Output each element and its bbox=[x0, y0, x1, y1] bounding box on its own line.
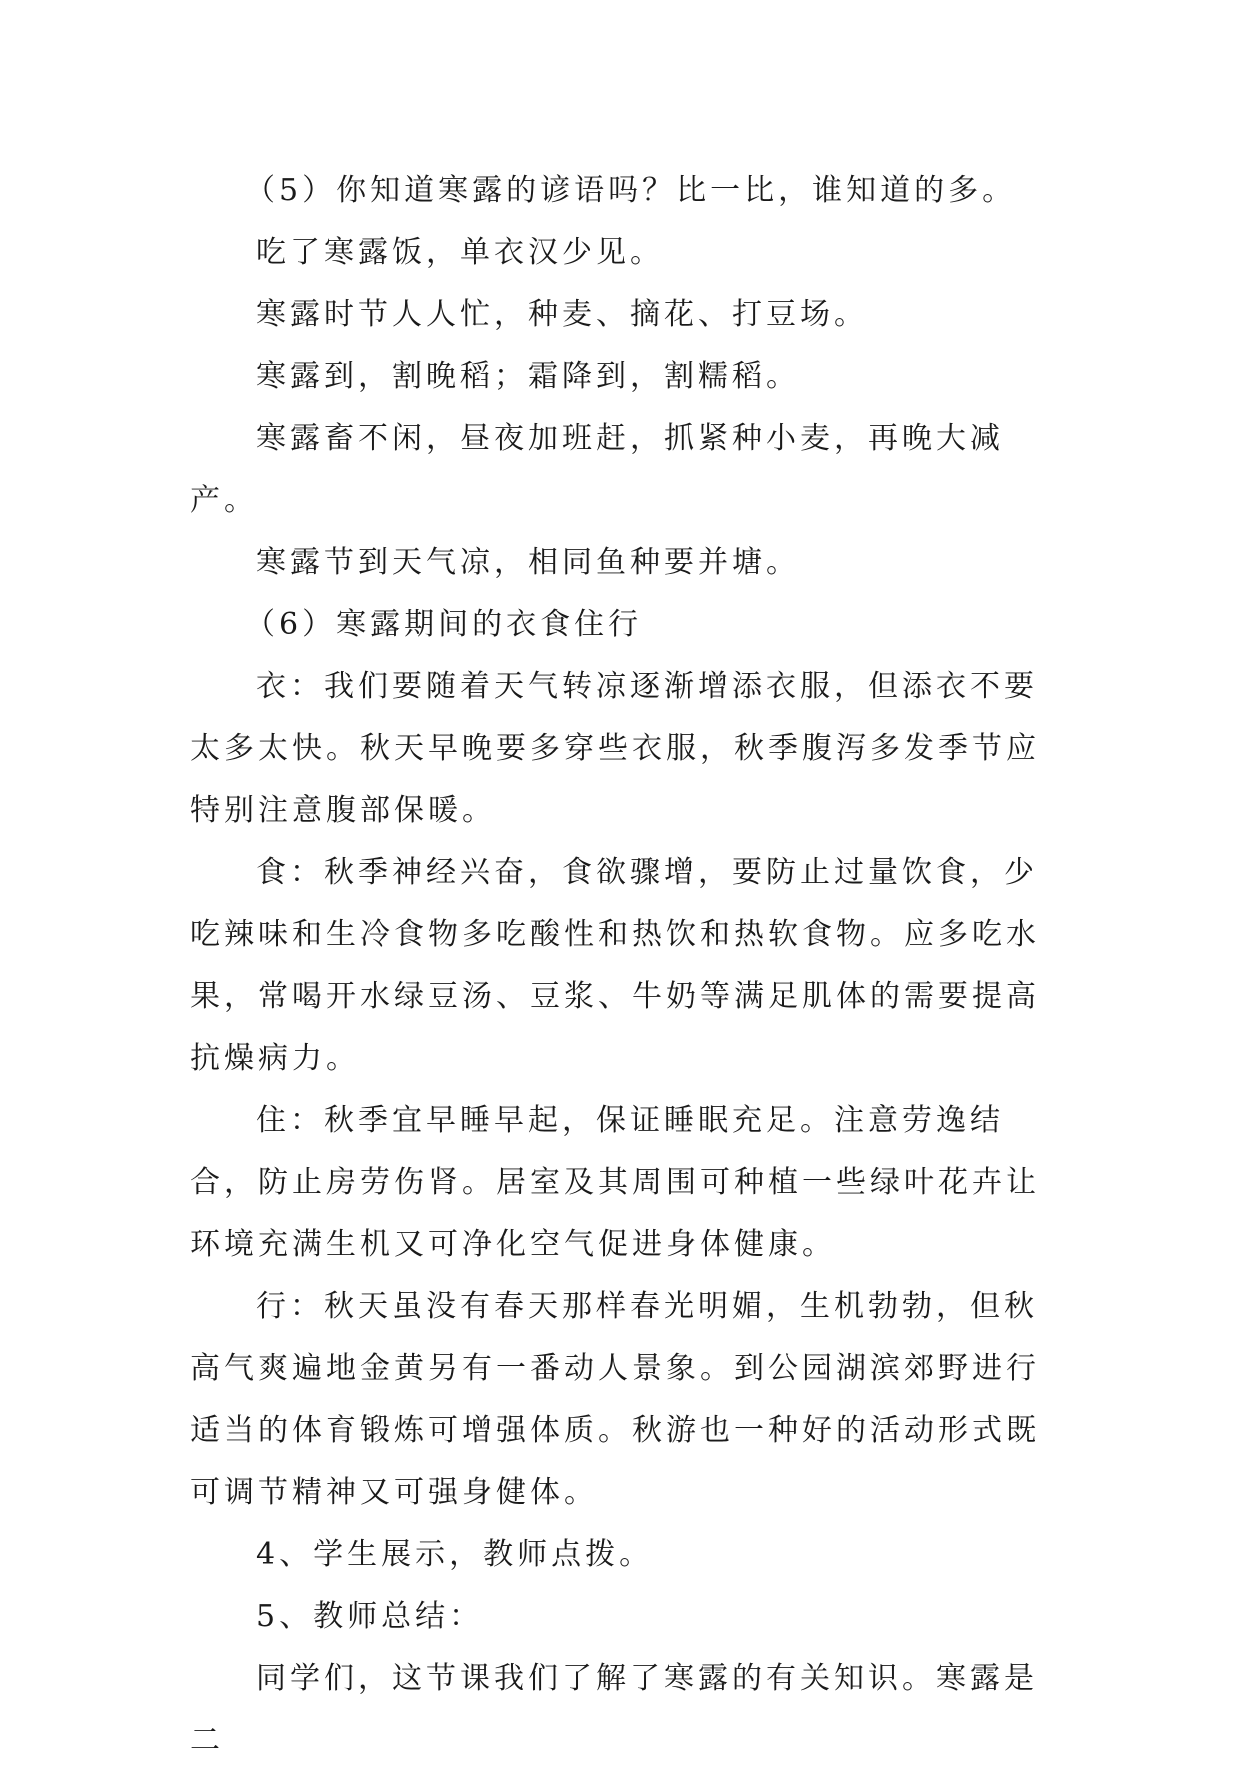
food-paragraph: 食：秋季神经兴奋，食欲骤增，要防止过量饮食，少吃辣味和生冷食物多吃酸性和热饮和热软食物。应多吃水果，常喝开水绿豆汤、豆浆、牛奶等满足肌体的需要提高抗燥病力。 bbox=[190, 855, 1040, 1076]
proverb-line: 寒露到，割晚稻；霜降到，割糯稻。 bbox=[256, 359, 800, 394]
step-5-line: 5、教师总结： bbox=[256, 1599, 484, 1634]
proverb-line: 寒露畜不闲，昼夜加班赶，抓紧种小麦，再晚大减产。 bbox=[190, 421, 1004, 518]
summary-paragraph: 同学们，这节课我们了解了寒露的有关知识。寒露是二 bbox=[190, 1661, 1038, 1758]
proverb-line: 吃了寒露饭，单衣汉少见。 bbox=[256, 235, 664, 270]
travel-paragraph: 行：秋天虽没有春天那样春光明媚，生机勃勃，但秋高气爽遍地金黄另有一番动人景象。到公园湖滨郊野进行适当的体育锻炼可增强体质。秋游也一种好的活动形式既可调节精神又可强身健体。 bbox=[190, 1289, 1040, 1510]
clothing-paragraph: 衣：我们要随着天气转凉逐渐增添衣服，但添衣不要太多太快。秋天早晚要多穿些衣服，秋季腹泻多发季节应特别注意腹部保暖。 bbox=[190, 669, 1040, 828]
question-6-heading: （6）寒露期间的衣食住行 bbox=[245, 607, 643, 642]
housing-paragraph: 住：秋季宜早睡早起，保证睡眠充足。注意劳逸结合，防止房劳伤肾。居室及其周围可种植一些绿叶花卉让环境充满生机又可净化空气促进身体健康。 bbox=[190, 1103, 1040, 1262]
step-4-line: 4、学生展示，教师点拨。 bbox=[256, 1537, 654, 1572]
proverb-line: 寒露时节人人忙，种麦、摘花、打豆场。 bbox=[256, 297, 868, 332]
document-body bbox=[190, 160, 1070, 1772]
proverb-line: 寒露节到天气凉，相同鱼种要并塘。 bbox=[256, 545, 800, 580]
question-5-heading: （5）你知道寒露的谚语吗？比一比，谁知道的多。 bbox=[245, 173, 1017, 208]
